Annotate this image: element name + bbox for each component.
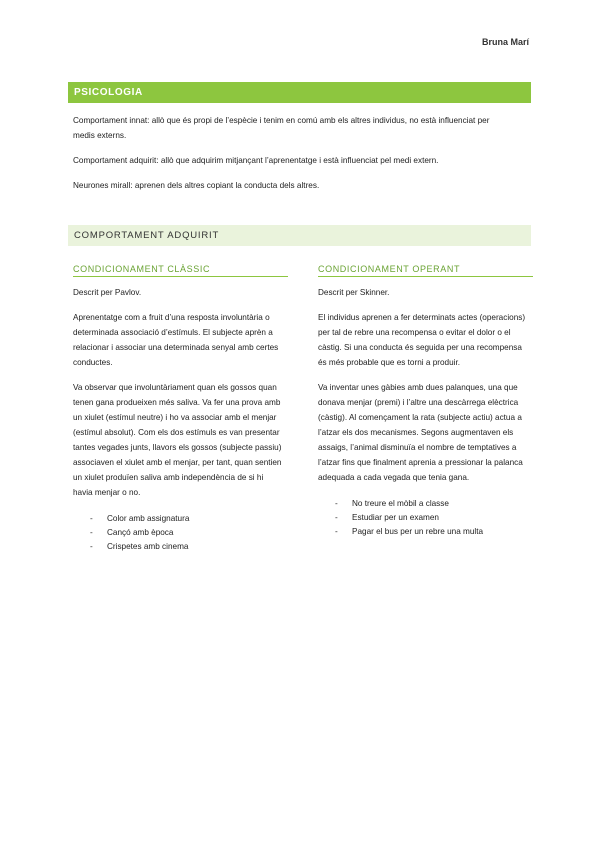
column-heading-operant: CONDICIONAMENT OPERANT [318, 264, 533, 277]
list-item [318, 525, 530, 539]
section-title-psicologia: PSICOLOGIA [68, 82, 531, 103]
dash-bullet-icon: - [90, 542, 93, 551]
paragraph: Va inventar unes gàbies amb dues palanques, una que donava menjar (premi) i l’altre una descàrrega elèctrica (càstig). Al començament la rata (subjecte actiu) actua a l’atzar els dos mecanismes. Segons augmentaven els assaigs, l’animal disminuïa el nombre de temptatives a l’atzar fins que finalment aprenia a pressionar la palanca adequada a cada vegada que tenia gana. [318, 383, 523, 482]
column-body-operant [318, 285, 530, 485]
dash-bullet-icon: - [335, 499, 338, 508]
column-condicionament-classic [73, 264, 285, 554]
paragraph: Descrit per Skinner. [318, 288, 390, 297]
examples-list-operant [318, 497, 530, 539]
list-item-text: Pagar el bus per un rebre una multa [352, 527, 484, 536]
definition-adquirit: Comportament adquirit: allò que adquirim mitjançant l’aprenentatge i està influenciat pel medi extern. [73, 156, 439, 165]
list-item [73, 526, 285, 540]
dash-bullet-icon: - [335, 527, 338, 536]
list-item-text: Crispetes amb cinema [107, 542, 189, 551]
author-name: Bruna Marí [481, 37, 529, 47]
list-item [73, 540, 285, 554]
paragraph: Descrit per Pavlov. [73, 288, 142, 297]
definition-innat: Comportament innat: allò que és propi de l’espècie i tenim en comú amb els altres individus, no està influenciat per medis externs. [73, 116, 490, 140]
column-heading-classic: CONDICIONAMENT CLÀSSIC [73, 264, 288, 277]
subsection-title-comportament-adquirit: COMPORTAMENT ADQUIRIT [68, 225, 531, 246]
list-item [318, 511, 530, 525]
dash-bullet-icon: - [90, 528, 93, 537]
dash-bullet-icon: - [90, 514, 93, 523]
examples-list-classic [73, 512, 285, 554]
paragraph: Va observar que involuntàriament quan els gossos quan tenen gana produeixen més saliva. Va fer una prova amb un xiulet (estímul neutre) i ho va associar amb el menjar (estímul absolut). Com els dos estímuls es van presentar tantes vegades junts, llavors els gossos (subjecte passiu) associaven el xiulet amb el menjar, per tant, quan sentien un xiulet produïen saliva amb independència de si hi havia menjar o no. [73, 383, 282, 497]
paragraph: Aprenentatge com a fruit d’una resposta involuntària o determinada associació d’estímuls. El subjecte aprèn a relacionar i associar una determinada senyal amb certes conductes. [73, 313, 279, 367]
definition-neurones-mirall: Neurones mirall: aprenen dels altres copiant la conducta dels altres. [73, 181, 320, 190]
column-condicionament-operant [318, 264, 530, 539]
column-body-classic [73, 285, 285, 500]
list-item [73, 512, 285, 526]
dash-bullet-icon: - [335, 513, 338, 522]
list-item-text: Estudiar per un examen [352, 513, 439, 522]
list-item-text: No treure el mòbil a classe [352, 499, 449, 508]
paragraph: El individus aprenen a fer determinats actes (operacions) per tal de rebre una recompensa o evitar el dolor o el càstig. Si una conducta és seguida per una recompensa és més probable que es torni a produir. [318, 313, 526, 367]
list-item-text: Cançó amb època [107, 528, 174, 537]
intro-definitions [73, 113, 513, 203]
list-item-text: Color amb assignatura [107, 514, 190, 523]
list-item [318, 497, 530, 511]
